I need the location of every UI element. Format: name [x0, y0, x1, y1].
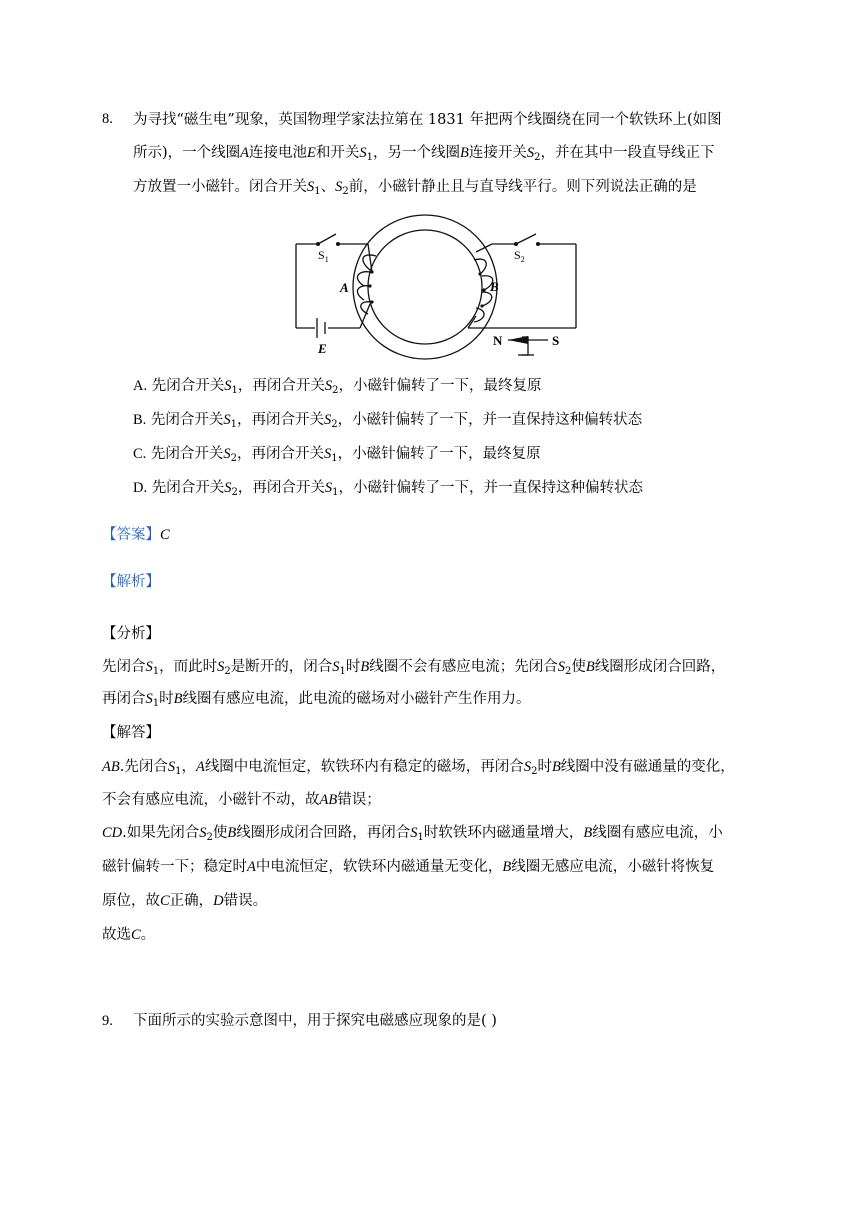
answer-line [102, 524, 170, 546]
jieda-line3: CD.如果先闭合$S_2$使B线圈形成闭合回路，再闭合$S_1$时软铁环内磁通量增大，B线圈有感应电流，小 [102, 825, 723, 843]
jieda-line2: 不会有感应电流，小磁针不动，故AB错误； [102, 792, 381, 808]
label-s2: $S_2$ [514, 248, 525, 264]
fenxi-line1: 先闭合$S_1$，而此时$S_2$是断开的，闭合$S_1$时B线圈不会有感应电流；先闭合$S_2$使B线圈形成闭合回路， [102, 659, 726, 677]
q9-number: 9. [102, 1013, 113, 1029]
conclusion-line: 故选C。 [102, 927, 156, 943]
faraday-ring-figure [290, 212, 580, 362]
option-d: D. 先闭合开关$S_2$，再闭合开关$S_1$，小磁针偏转了一下，并一直保持这种偏转状态 [133, 480, 643, 498]
label-battery-e: E [318, 341, 327, 356]
jieda-line1: AB.先闭合$S_1$，A线圈中电流恒定，软铁环内有稳定的磁场，再闭合$S_2$时B线圈中没有磁通量的变化， [102, 759, 735, 777]
q9-stem: 下面所示的实验示意图中，用于探究电磁感应现象的是( ) [133, 1013, 497, 1029]
fenxi-tag: 【分析】 [102, 626, 160, 642]
q8-number: 8. [102, 111, 113, 127]
answer-value: C [160, 527, 170, 543]
label-needle-s: S [552, 333, 560, 348]
q8-stem-line1: 为寻找“磁生电”现象，英国物理学家法拉第在 1831 年把两个线圈绕在同一个软铁环上(如图 [133, 112, 722, 128]
q8-stem-line3: 方放置一小磁针。闭合开关$S_1$、$S_2$前，小磁针静止且与直导线平行。则下列说法正确的是 [133, 179, 697, 197]
label-coil-a: A [340, 280, 349, 295]
jieda-line4: 磁针偏转一下；稳定时A中电流恒定，软铁环内磁通量无变化，B线圈无感应电流，小磁针将恢复 [102, 859, 715, 875]
option-c: C. 先闭合开关$S_2$，再闭合开关$S_1$，小磁针偏转了一下，最终复原 [133, 446, 541, 464]
option-b: B. 先闭合开关$S_1$，再闭合开关$S_2$，小磁针偏转了一下，并一直保持这种偏转状态 [133, 412, 643, 430]
fenxi-line2: 再闭合$S_1$时B线圈有感应电流，此电流的磁场对小磁针产生作用力。 [102, 691, 531, 709]
jieda-tag: 【解答】 [102, 725, 160, 741]
label-s1: $S_1$ [318, 248, 329, 264]
jieda-line5: 原位，故C正确，D错误。 [102, 893, 268, 909]
option-a: A. 先闭合开关$S_1$，再闭合开关$S_2$，小磁针偏转了一下，最终复原 [133, 378, 542, 396]
label-coil-b: B [490, 279, 499, 294]
label-needle-n: N [493, 333, 503, 348]
answer-tag: 【答案】 [102, 527, 160, 543]
q8-stem-line2: 所示)，一个线圈A连接电池E和开关$S_1$，另一个线圈B连接开关$S_2$，并在其中一段直导线正下 [133, 145, 715, 163]
analysis-tag: 【解析】 [102, 574, 160, 590]
